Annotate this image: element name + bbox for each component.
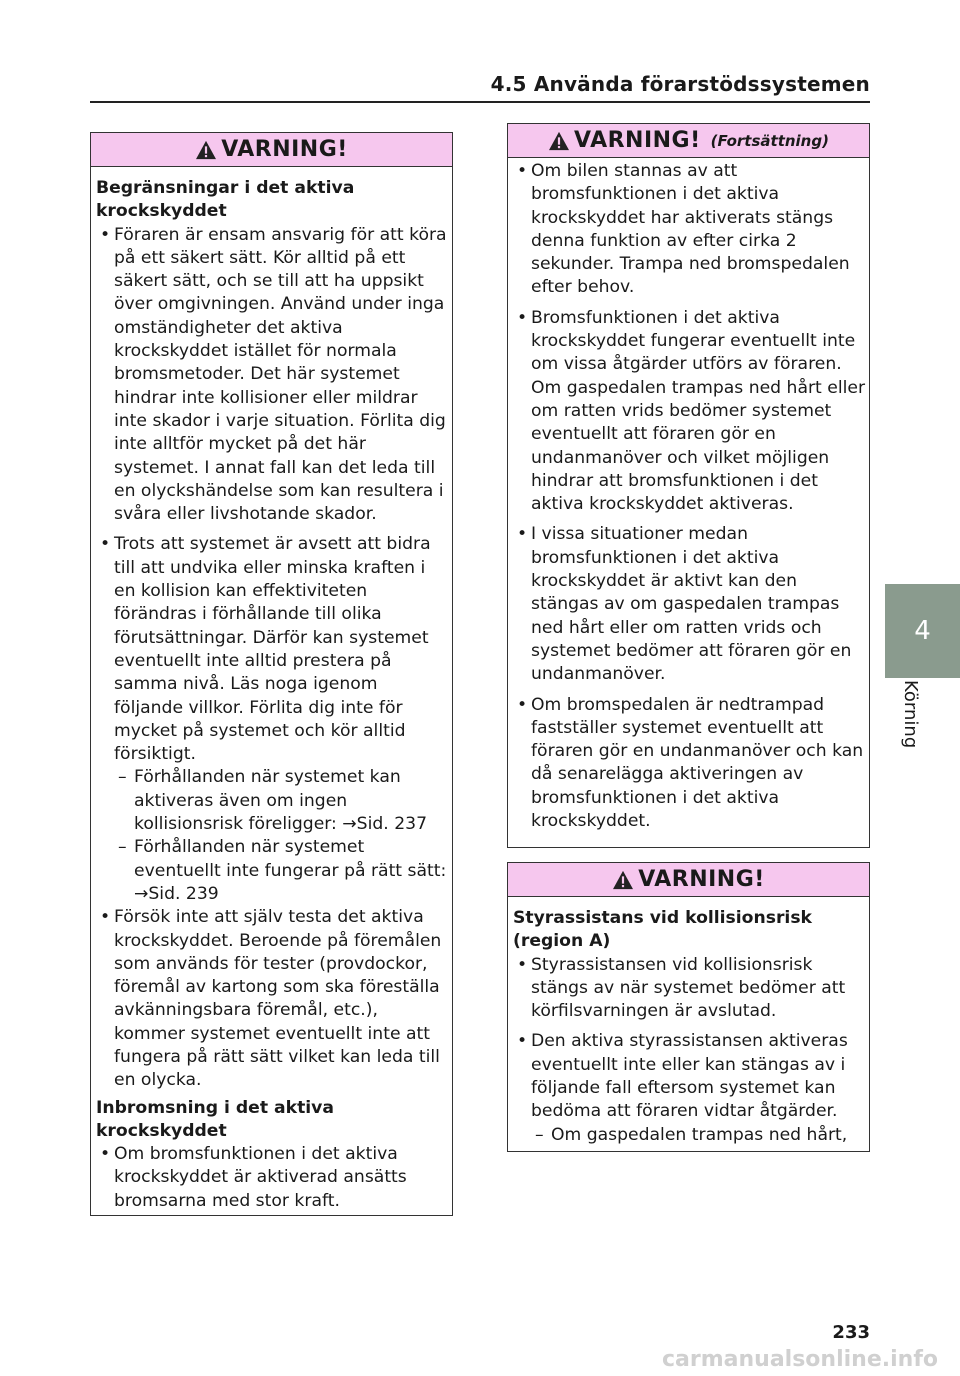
warning-header: [508, 863, 869, 897]
warning-title: VARNING!: [574, 128, 701, 153]
watermark: carmanualsonline.info: [662, 1347, 938, 1372]
bullet-list: [513, 160, 865, 833]
warning-header: [91, 133, 452, 167]
dash-item: – Förhållanden när systemet kan aktiveras även om ingen kollisionsrisk föreligger: →Sid. 237: [96, 766, 448, 836]
list-item: • Om bromspedalen är nedtrampad fastställer systemet eventuellt att föraren gör en undanmanöver och kan då senarelägga aktiveringen av bromsfunktionen i det aktiva krockskyddet.: [513, 694, 865, 834]
chapter-tab: [885, 584, 960, 678]
list-item: • Om bilen stannas av att bromsfunktionen i det aktiva krockskyddet har aktiverats stängs denna funktion av efter cirka 2 sekunder. Trampa ned bromspedalen efter behov.: [513, 160, 865, 300]
warning-header: [508, 124, 869, 158]
list-item: • Bromsfunktionen i det aktiva krockskyddet fungerar eventuellt inte om vissa åtgärder utförs av föraren. Om gaspedalen trampas ned hårt eller om ratten vrids bedömer systemet eventuellt att föraren gör en undanmanöver och vilket möjligen hindrar att bromsfunktionen i det aktiva krockskyddet aktiveras.: [513, 307, 865, 517]
warning-triangle-icon: [612, 870, 634, 890]
section-title: 4.5 Använda förarstödssystemen: [490, 72, 870, 96]
list-item: • Föraren är ensam ansvarig för att köra på ett säkert sätt. Kör alltid på ett säkert sätt, och se till att ha uppsikt över omgivningen. Använd under inga omständigheter det aktiva krockskyddet istället för normala bromsmetoder. Det här systemet hindrar inte kollisioner eller mildrar inte skador i varje situation. Förlita dig inte alltför mycket på det här systemet. I annat fall kan det leda till en olyckshändelse som kan resultera i svåra eller livshotande skador.: [96, 224, 448, 527]
list-item: • Försök inte att själv testa det aktiva krockskyddet. Beroende på föremålen som används för tester (provdockor, föremål av kartong som ska föreställa avkänningsbara föremål, etc.), kommer systemet eventuellt inte att fungera på rätt sätt vilket kan leda till en olycka.: [96, 906, 448, 1092]
warning-heading: Begränsningar i det aktiva krockskyddet: [96, 178, 355, 222]
list-item: • Om bromsfunktionen i det aktiva krockskyddet är aktiverad ansätts bromsarna med stor kraft.: [96, 1143, 448, 1213]
list-item: • Styrassistansen vid kollisionsrisk stängs av när systemet bedömer att körfilsvarningen är avslutad.: [513, 954, 865, 1024]
bullet-list: [513, 954, 865, 1147]
chapter-label: Körning: [900, 680, 921, 749]
warning-triangle-icon: [548, 131, 570, 151]
list-item: • Den aktiva styrassistansen aktiveras eventuellt inte eller kan stängas av i följande fall eftersom systemet kan bedöma att föraren vidtar åtgärder.: [513, 1030, 865, 1123]
warning-body: [508, 158, 869, 839]
bullet-list: [96, 1143, 448, 1213]
warning-box-active-crash-protection: [90, 132, 453, 1216]
list-item: • Trots att systemet är avsett att bidra till att undvika eller minska kraften i en kollision kan effektiviteten förändras i förhållande till olika förutsättningar. Därför kan systemet eventuellt inte alltid prestera på samma nivå. Läs noga igenom följande villkor. Förlita dig inte för mycket på systemet och kör alltid försiktigt.: [96, 533, 448, 766]
warning-box-continuation: [507, 123, 870, 848]
bullet-list: [96, 224, 448, 1093]
warning-heading: Inbromsning i det aktiva krockskyddet: [96, 1097, 334, 1141]
warning-box-steering-assist: [507, 862, 870, 1152]
list-item: • I vissa situationer medan bromsfunktionen i det aktiva krockskyddet är aktivt kan den stängas av om gaspedalen trampas ned hårt eller om ratten vrids och systemet bedömer att föraren gör en undanmanöver.: [513, 523, 865, 686]
warning-title: VARNING!: [638, 867, 765, 892]
header-rule: [90, 101, 870, 103]
warning-heading: Styrassistans vid kollisionsrisk (region A): [513, 908, 812, 952]
warning-title: VARNING!: [221, 137, 348, 162]
page-number: 233: [832, 1322, 870, 1343]
warning-body: [91, 167, 452, 1219]
warning-triangle-icon: [195, 140, 217, 160]
dash-item: – Om gaspedalen trampas ned hårt,: [513, 1124, 865, 1147]
warning-body: [508, 897, 869, 1153]
continuation-label: (Fortsättning): [710, 131, 829, 150]
dash-item: – Förhållanden när systemet eventuellt inte fungerar på rätt sätt: →Sid. 239: [96, 836, 448, 906]
chapter-number: 4: [914, 616, 931, 646]
